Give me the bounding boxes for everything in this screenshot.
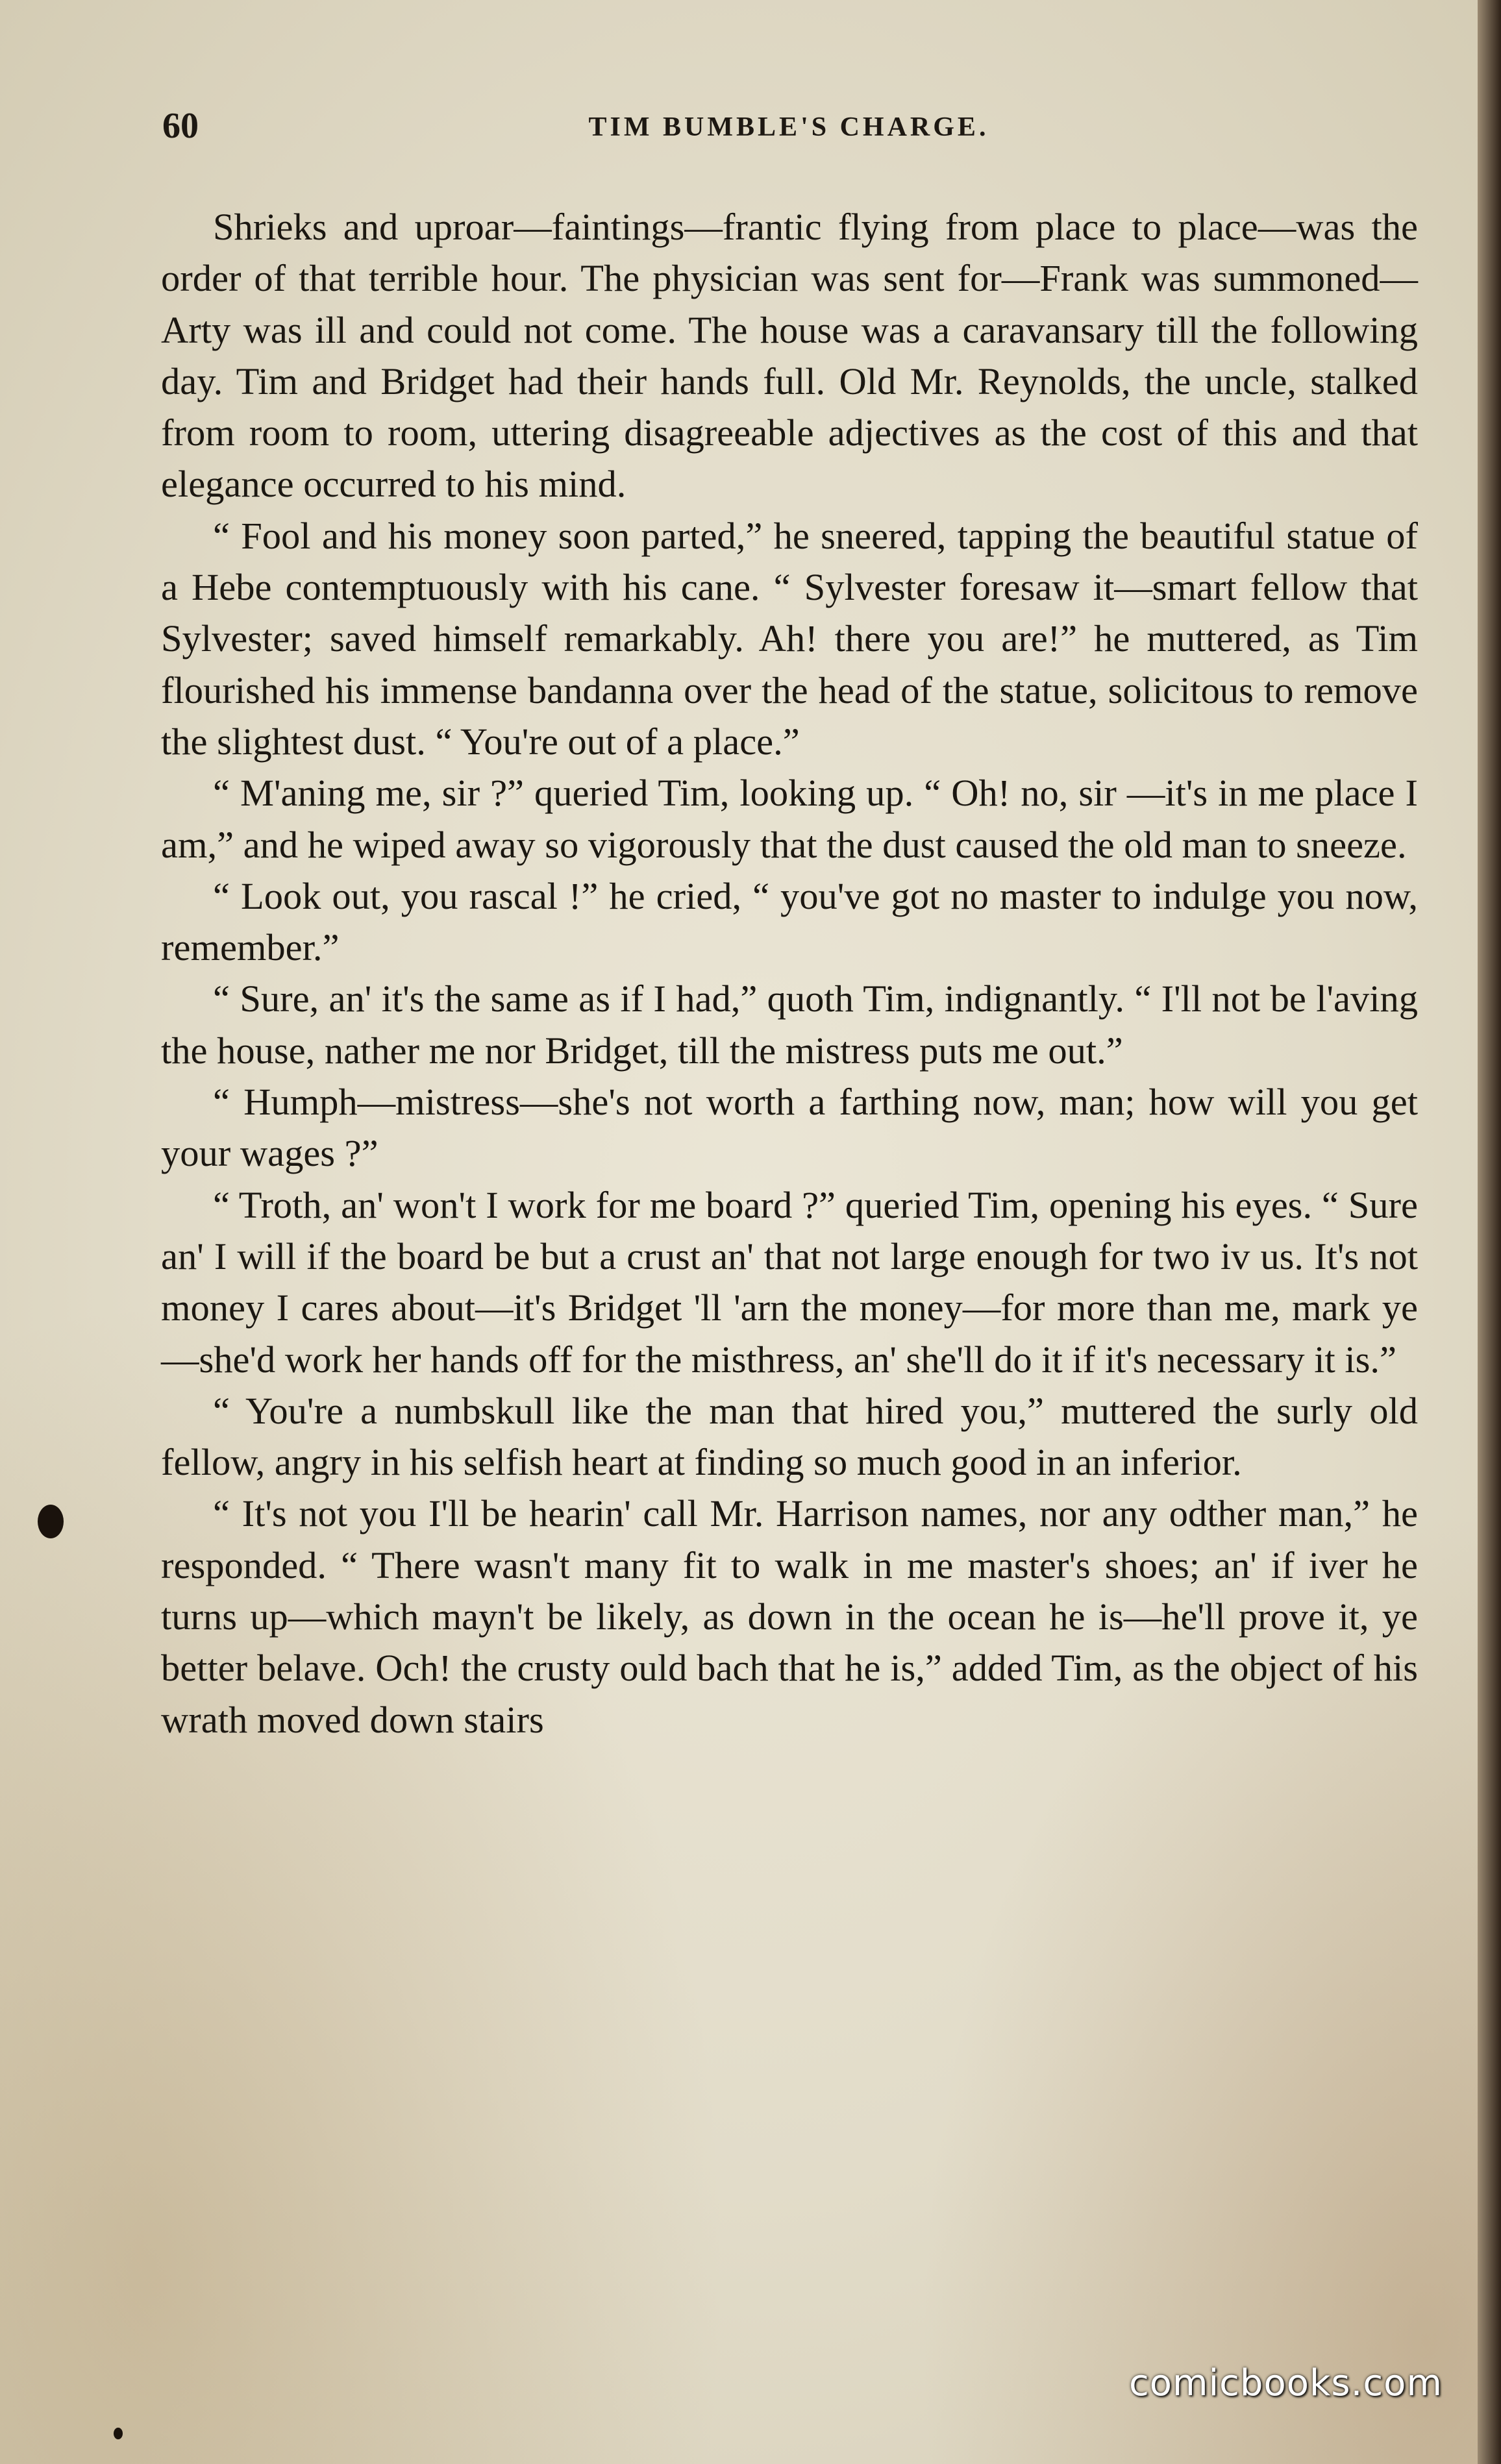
paragraph: “ Humph—mistress—she's not worth a farthing now, man; how will you get your wages ?” bbox=[161, 1081, 1418, 1175]
page-header bbox=[162, 97, 1415, 156]
paragraph: “ Look out, you rascal !” he cried, “ you've got no master to indulge you now, remember.” bbox=[161, 874, 1418, 969]
paragraph: “ Fool and his money soon parted,” he sneered, tapping the beautiful statue of a Hebe contemptuously with his cane. “ Sylvester foresaw it—smart fellow that Sylvester; saved himself remarkably. Ah! there you are!” he muttered, as Tim flourished his immense bandanna over the head of the statue, solicitous to remove the slightest dust. “ You're out of a place.” bbox=[161, 514, 1418, 763]
paragraph: “ Troth, an' won't I work for me board ?” queried Tim, opening his eyes. “ Sure an' I will if the board be but a crust an' that not large enough for two iv us. It's not money I cares about—it's Bridget 'll 'arn the money—for more than me, mark ye—she'd work her hands off for the misthress, an' she'll do it if it's necessary it is.” bbox=[161, 1183, 1418, 1381]
page-number: 60 bbox=[162, 106, 199, 146]
ink-blot bbox=[38, 1505, 64, 1538]
body-text bbox=[161, 201, 1418, 1745]
page-edge-shadow bbox=[1478, 0, 1501, 2464]
paragraph: “ Sure, an' it's the same as if I had,” quoth Tim, indignantly. “ I'll not be l'aving the house, nather me nor Bridget, till the mistress puts me out.” bbox=[161, 978, 1418, 1072]
running-title: TIM BUMBLE'S CHARGE. bbox=[588, 112, 989, 142]
watermark: comicbooks.com bbox=[1128, 2362, 1443, 2404]
paragraph: “ It's not you I'll be hearin' call Mr. Harrison names, nor any odther man,” he responded. “ There wasn't many fit to walk in me master's shoes; an' if iver he turns up—which mayn't be likely, as down in the ocean he is—he'll prove it, ye better belave. Och! the crusty ould bach that he is,” added Tim, as the object of his wrath moved down stairs bbox=[161, 1492, 1418, 1741]
paragraph: Shrieks and uproar—faintings—frantic flying from place to place—was the order of that terrible hour. The physician was sent for—Frank was summoned—Arty was ill and could not come. The house was a caravansary till the following day. Tim and Bridget had their hands full. Old Mr. Reynolds, the uncle, stalked from room to room, uttering disagreeable adjectives as the cost of this and that elegance occurred to his mind. bbox=[161, 206, 1418, 506]
paragraph: “ You're a numbskull like the man that hired you,” muttered the surly old fellow, angry in his selfish heart at finding so much good in an inferior. bbox=[161, 1389, 1418, 1484]
ink-speck bbox=[114, 2428, 123, 2439]
paragraph: “ M'aning me, sir ?” queried Tim, looking up. “ Oh! no, sir —it's in me place I am,” and he wiped away so vigorously that the dust caused the old man to sneeze. bbox=[161, 772, 1418, 866]
